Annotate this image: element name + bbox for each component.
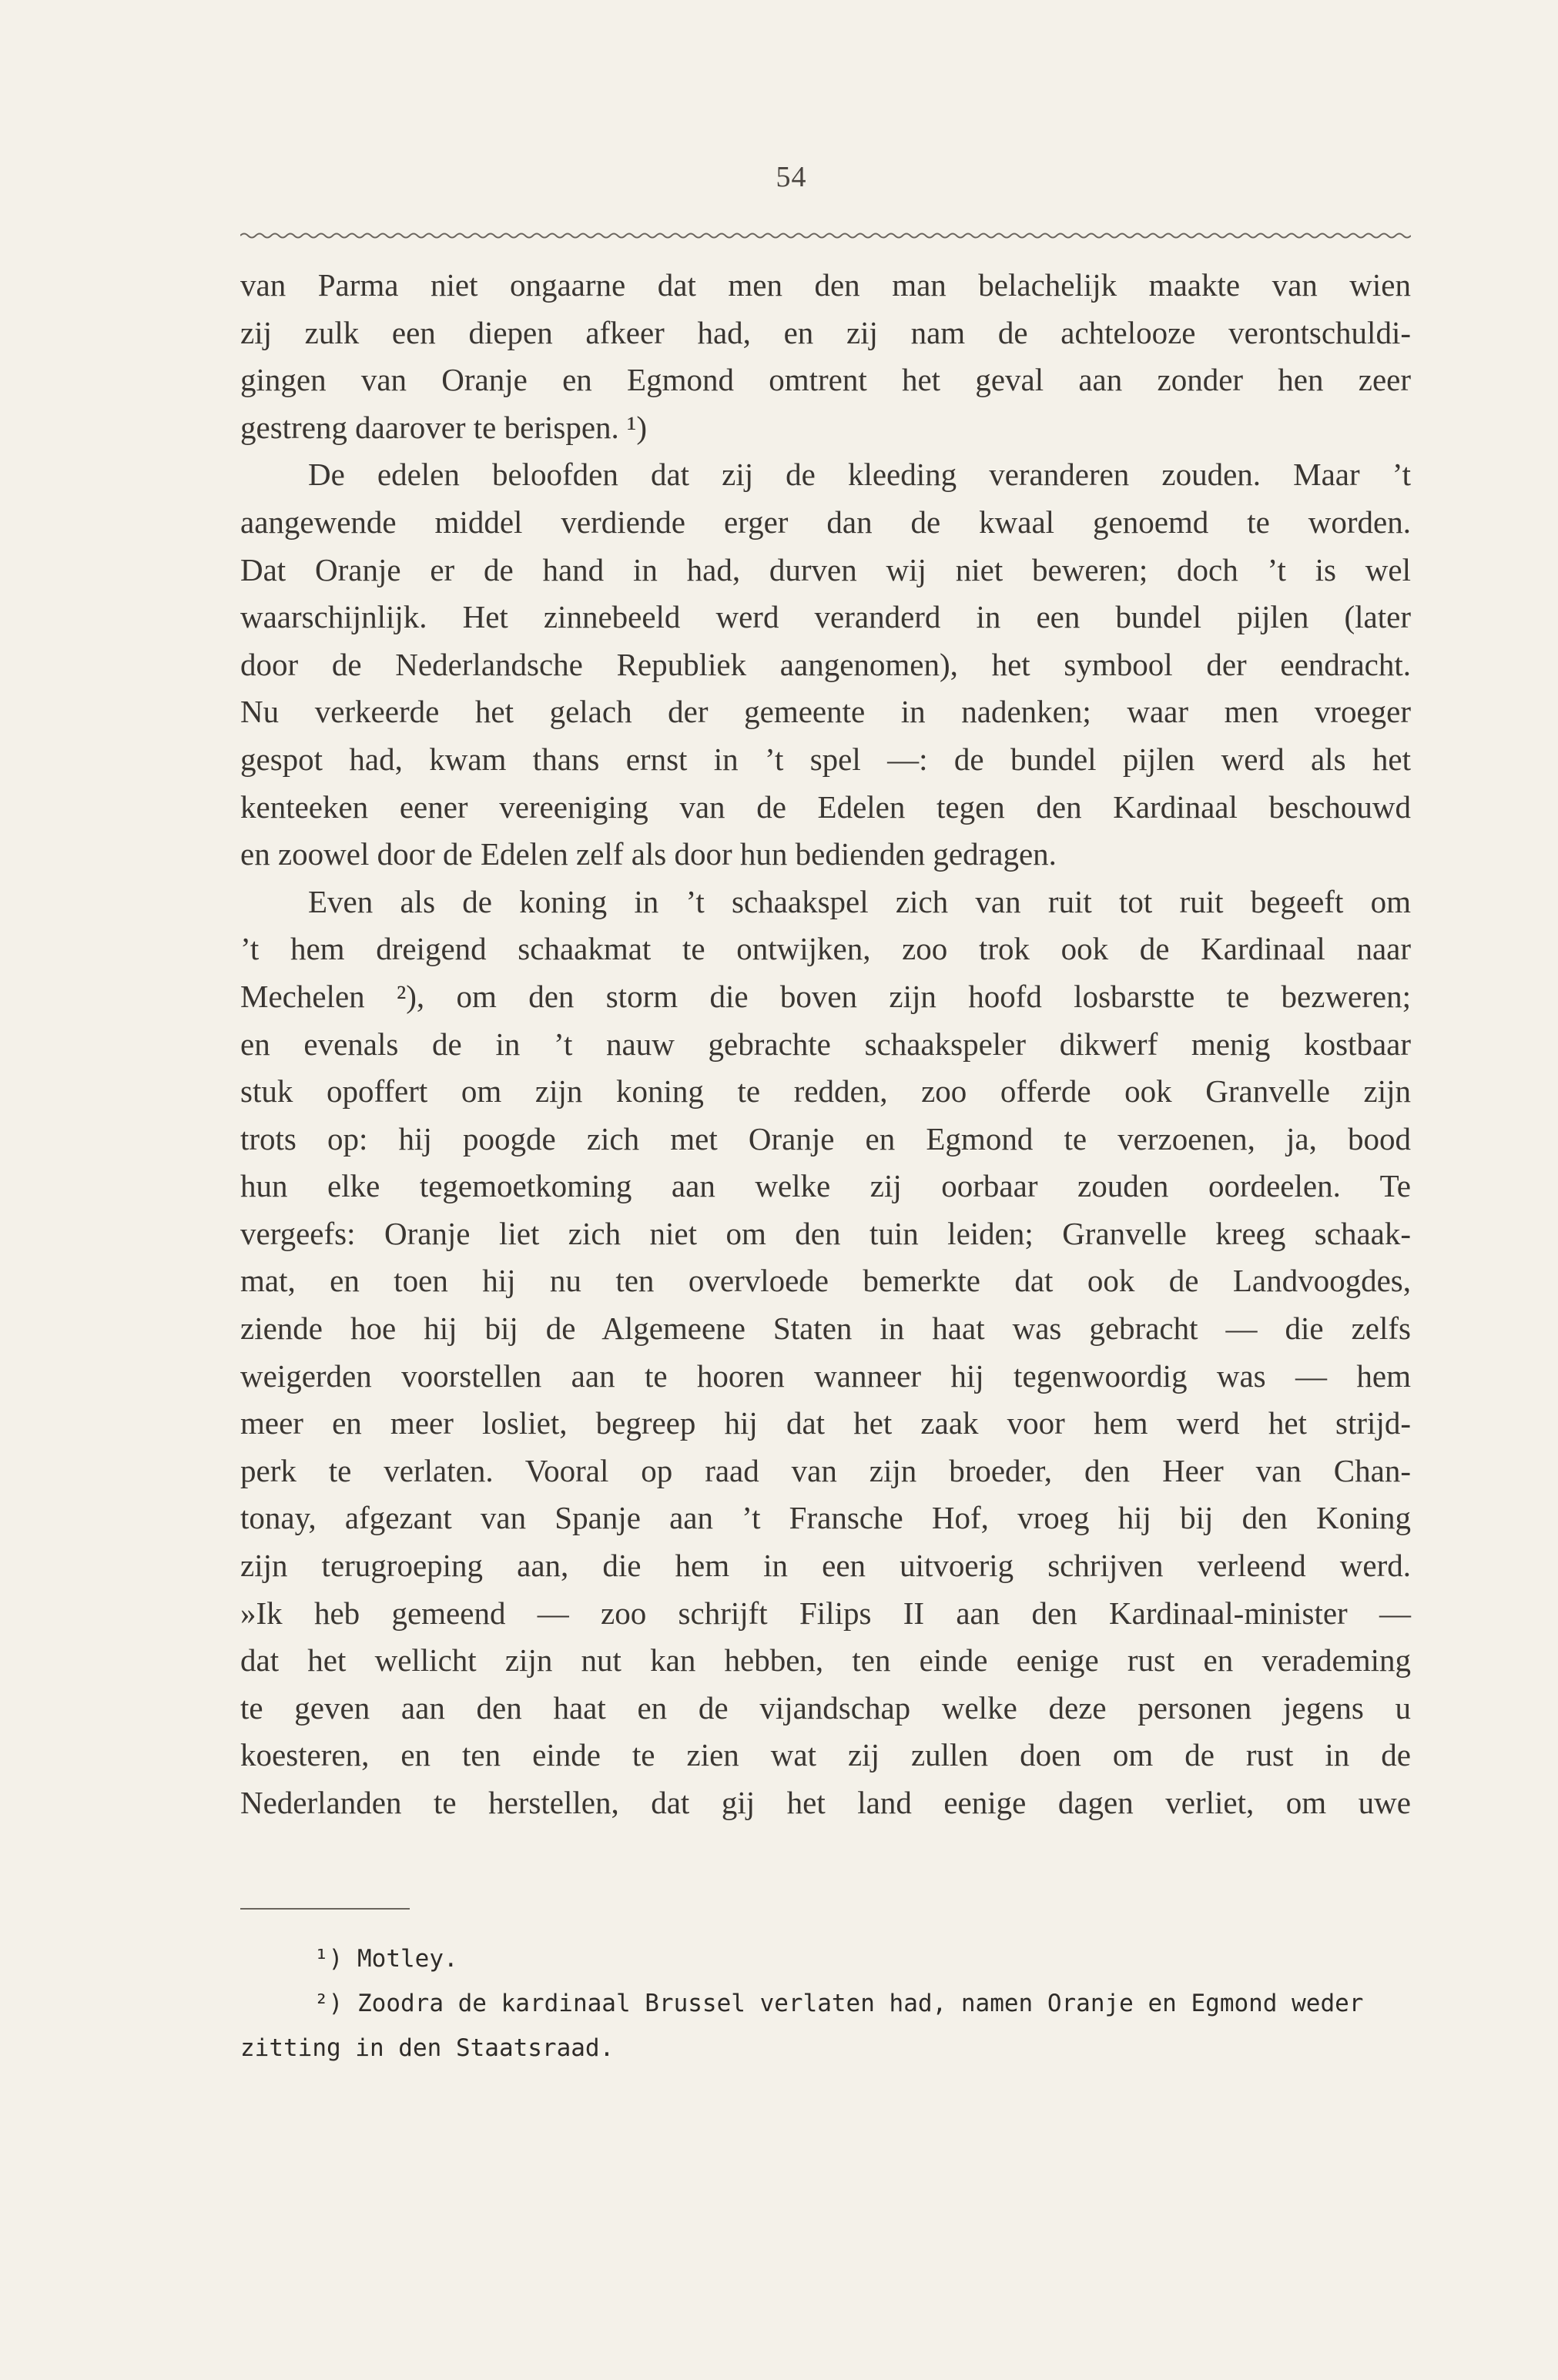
body-line: mat, en toen hij nu ten overvloede bemerkte dat ook de Landvoogdes, xyxy=(240,1263,1411,1299)
body-line: weigerden voorstellen aan te hooren wanneer hij tegenwoordig was — hem xyxy=(240,1357,1411,1394)
body-line: door de Nederlandsche Republiek aangenomen), het symbool der eendracht. xyxy=(240,646,1411,682)
body-line: en zoowel door de Edelen zelf als door hun bedienden gedragen. xyxy=(240,836,1057,872)
footnote-2 xyxy=(240,1981,1411,2026)
body-line: zijn terugroeping aan, die hem in een uitvoerig schrijven verleend werd. xyxy=(240,1548,1411,1584)
body-line: aangewende middel verdiende erger dan de kwaal genoemd te worden. xyxy=(240,504,1411,540)
footnote-text: zitting in den Staatsraad. xyxy=(240,2034,615,2062)
body-line: Nu verkeerde het gelach der gemeente in nadenken; waar men vroeger xyxy=(240,694,1411,730)
footnote-text: Zoodra de kardinaal Brussel verlaten had, namen Oranje en Egmond weder xyxy=(357,1990,1364,2017)
body-line: vergeefs: Oranje liet zich niet om den tuin leiden; Granvelle kreeg schaak- xyxy=(240,1215,1411,1251)
footnote-separator xyxy=(240,1908,410,1910)
footnote-marker: ²) xyxy=(314,1990,343,2017)
body-line: trots op: hij poogde zich met Oranje en Egmond te verzoenen, ja, bood xyxy=(240,1120,1411,1157)
ornamental-wavy-rule xyxy=(240,229,1411,242)
footnote-2-continued xyxy=(240,2026,1411,2070)
body-line: stuk opoffert om zijn koning te redden, zoo offerde ook Granvelle zijn xyxy=(240,1073,1411,1110)
body-line: gingen van Oranje en Egmond omtrent het geval aan zonder hen zeer xyxy=(240,362,1411,398)
body-line: Even als de koning in ’t schaakspel zich van ruit tot ruit begeeft om xyxy=(308,883,1411,919)
body-line: kenteeken eener vereeniging van de Edelen tegen den Kardinaal beschouwd xyxy=(240,788,1411,825)
body-text xyxy=(240,262,1411,1827)
body-line: van Parma niet ongaarne dat men den man belachelijk maakte van wien xyxy=(240,267,1411,303)
body-line: zij zulk een diepen afkeer had, en zij nam de achtelooze verontschuldi- xyxy=(240,314,1411,350)
footnote-marker: ¹) xyxy=(314,1945,343,1973)
body-line: en evenals de in ’t nauw gebrachte schaakspeler dikwerf menig kostbaar xyxy=(240,1026,1411,1062)
footnote-1 xyxy=(240,1936,1411,1981)
body-line: gespot had, kwam thans ernst in ’t spel —: de bundel pijlen werd als het xyxy=(240,741,1411,777)
body-line: Nederlanden te herstellen, dat gij het land eenige dagen verliet, om uwe xyxy=(240,1785,1411,1820)
page-number: 54 xyxy=(776,161,807,193)
body-line: dat het wellicht zijn nut kan hebben, ten einde eenige rust en verademing xyxy=(240,1642,1411,1679)
footnotes xyxy=(240,1936,1411,2070)
footnote-text: Motley. xyxy=(357,1945,458,1973)
body-line: te geven aan den haat en de vijandschap welke deze personen jegens u xyxy=(240,1689,1411,1726)
body-line: hun elke tegemoetkoming aan welke zij oorbaar zouden oordeelen. Te xyxy=(240,1168,1411,1204)
body-line: tonay, afgezant van Spanje aan ’t Fransche Hof, vroeg hij bij den Koning xyxy=(240,1500,1411,1536)
body-line: Mechelen ²), om den storm die boven zijn hoofd losbarstte te bezweren; xyxy=(240,978,1411,1014)
body-line: ’t hem dreigend schaakmat te ontwijken, zoo trok ook de Kardinaal naar xyxy=(240,931,1411,967)
body-line: koesteren, en ten einde te zien wat zij zullen doen om de rust in de xyxy=(240,1737,1411,1773)
body-line: gestreng daarover te berispen. ¹) xyxy=(240,409,647,445)
body-line: waarschijnlijk. Het zinnebeeld werd veranderd in een bundel pijlen (later xyxy=(240,599,1411,635)
body-line: Dat Oranje er de hand in had, durven wij niet beweren; doch ’t is wel xyxy=(240,551,1411,587)
body-line: »Ik heb gemeend — zoo schrijft Filips II aan den Kardinaal-minister — xyxy=(240,1595,1411,1631)
body-line: perk te verlaten. Vooral op raad van zijn broeder, den Heer van Chan- xyxy=(240,1452,1411,1488)
body-line: De edelen beloofden dat zij de kleeding veranderen zouden. Maar ’t xyxy=(308,457,1411,493)
body-line: meer en meer losliet, begreep hij dat het zaak voor hem werd het strijd- xyxy=(240,1405,1411,1441)
body-line: ziende hoe hij bij de Algemeene Staten in haat was gebracht — die zelfs xyxy=(240,1311,1411,1347)
